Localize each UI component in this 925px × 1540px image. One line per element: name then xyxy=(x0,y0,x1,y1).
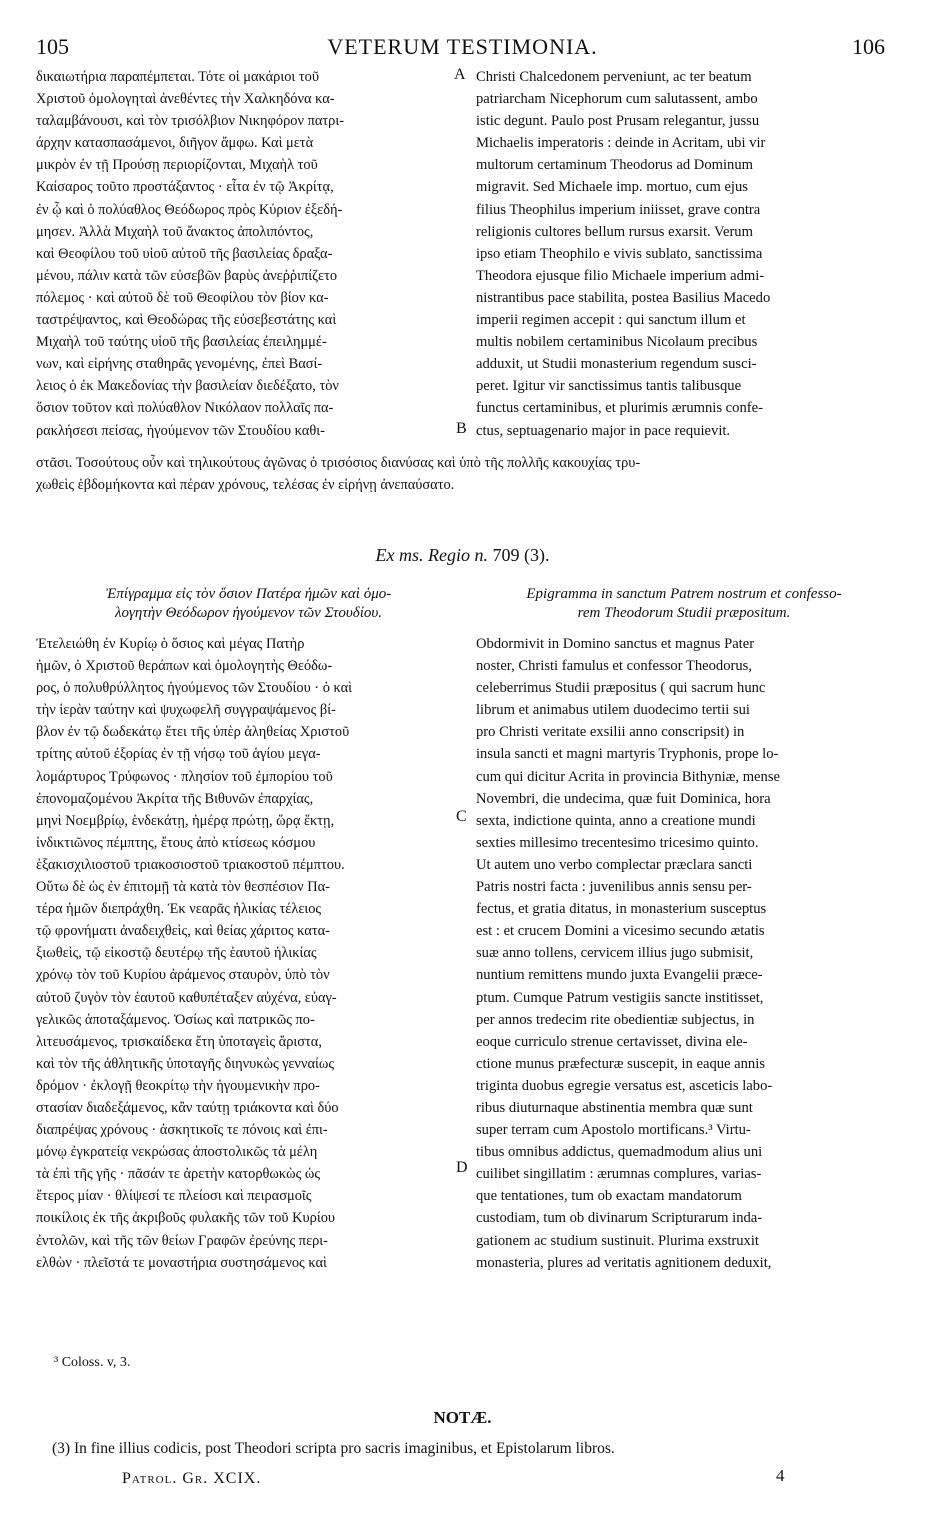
greek-text-line: πόλεμος · καὶ αὐτοῦ δὲ τοῦ Θεοφίλου τὸν βίον κα- xyxy=(36,289,329,306)
latin-text-line: istic degunt. Paulo post Prusam relegantur, jussu xyxy=(476,113,760,130)
greek-text-line: χρόνῳ τὸν τοῦ Κυρίου ἀράμενος σταυρὸν, ὑπὸ τὸν xyxy=(36,967,330,984)
greek-epigram-title xyxy=(36,585,461,623)
section-heading xyxy=(0,545,925,566)
greek-text-line: άρχην κατασπασάμενοι, διῆγον ἄμφω. Καὶ μετὰ xyxy=(36,135,314,152)
latin-text-line: Ut autem uno verbo complectar præclara sancti xyxy=(476,856,753,873)
latin-text-line: pro Christi veritate exsilii anno conscripsit) in xyxy=(476,724,745,741)
greek-text-line: ρος, ὁ πολυθρύλλητος ἡγούμενος τῶν Στουδίου · ὁ καὶ xyxy=(36,680,353,697)
greek-text-line: ταστρέψαντος, καὶ Θεοδώρας τῆς εὐσεβεστάτης καὶ xyxy=(36,312,337,329)
latin-text-line: Obdormivit in Domino sanctus et magnus Pater xyxy=(476,636,755,652)
latin-text-line: est : et crucem Domini a vicesimo secundo ætatis xyxy=(476,923,765,940)
latin-text-line: sexta, indictione quinta, anno a creatione mundi xyxy=(476,812,756,829)
greek-text-line: νων, καὶ εἰρήνης σταθηρᾶς γενομένης, ἐπεὶ Βασί- xyxy=(36,356,323,373)
latin-text-line: imperii regimen accepit : qui sanctum illum et xyxy=(476,312,746,329)
notes-heading: NOTÆ. xyxy=(433,1408,492,1427)
greek-text-line: τὰ ἐπὶ τῆς γῆς · πᾶσάν τε ἀρετὴν κατορθωκὼς ὡς xyxy=(36,1166,321,1183)
greek-text-line: ἡμῶν, ὁ Χριστοῦ θεράπων καὶ ὁμολογητὴς Θεόδω- xyxy=(36,658,333,675)
greek-text-line: λειος ὁ ἐκ Μακεδονίας τὴν βασιλείαν διεδέξατο, τὸν xyxy=(36,378,339,395)
greek-text-line: βλον ἐν τῷ δωδεκάτῳ ἔτει τῆς ὑπὲρ ἀληθείας Χριστοῦ xyxy=(36,724,350,741)
latin-text-line: gationem ac studium sustinuit. Plurima exstruxit xyxy=(476,1232,759,1249)
greek-text-line: ὅσιον τοῦτον καὶ πολύαθλον Νικόλαον πολλαῖς πα- xyxy=(36,400,334,417)
latin-text-line: Christi Chalcedonem perveniunt, ac ter beatum xyxy=(476,69,752,85)
greek-text-line: στασίαν διαδεξάμενος, κἂν ταύτῃ τριάκοντα καὶ δύο xyxy=(36,1099,339,1116)
latin-text-line: cuilibet singillatim : ærumnas complures, varias- xyxy=(476,1166,762,1183)
latin-text-line: celeberrimus Studii præpositus ( qui sacrum hunc xyxy=(476,680,766,697)
latin-text-line: religionis cultores bellum rursus exarsit. Verum xyxy=(476,223,753,240)
latin-text-line: filius Theophilus imperium iniisset, grave contra xyxy=(476,201,761,218)
greek-text-line: ἐντολῶν, καὶ τῆς τῶν θείων Γραφῶν ἐρεύνης περι- xyxy=(36,1232,328,1249)
greek-text-line: μησεν. Ἀλλὰ Μιχαὴλ τοῦ ἄνακτος ἀπολιπόντος, xyxy=(36,223,314,240)
latin-text-line: super terram cum Apostolo mortificans.³ Virtu- xyxy=(476,1122,751,1139)
greek-text-line: τέρα ἡμῶν διεπράχθη. Ἐκ νεαρᾶς ἡλικίας τέλειος xyxy=(36,901,322,918)
greek-text-line: ἕτερος μίαν · θλίψεσί τε πλείοσι καὶ πειρασμοῖς xyxy=(36,1188,312,1205)
latin-text-line: eoque curriculo strenue certavisset, divina ele- xyxy=(476,1033,748,1050)
latin-text-line: custodiam, tum ob divinarum Scripturarum inda- xyxy=(476,1210,763,1227)
greek-text-line: τῷ φρονήματι ἀναδειχθεὶς, καὶ θείας χάριτος κατα- xyxy=(36,923,330,940)
greek-text-line: ελθὼν · πλεῖστά τε μοναστήρια συστησάμενος καὶ xyxy=(36,1254,327,1271)
latin-text-line: ctus, septuagenario major in pace requievit. xyxy=(476,422,731,439)
latin-text-line: noster, Christi famulus et confessor Theodorus, xyxy=(476,658,752,675)
latin-text-line: nuntium remittens mundo juxta Evangelii præce- xyxy=(476,967,763,984)
greek-text-line: Καίσαρος τοῦτο προστάξαντος · εἶτα ἐν τῷ Ἀκρίτᾳ, xyxy=(36,179,334,196)
latin-text-line: Novembri, die undecima, quæ fuit Dominica, hora xyxy=(476,790,771,807)
greek-text-line: δικαιωτήρια παραπέμπεται. Τότε οἱ μακάριοι τοῦ xyxy=(36,69,319,85)
title-line: λογητὴν Θεόδωρον ἡγούμενον τῶν Στουδίου. xyxy=(114,605,383,621)
margin-marker-d: D xyxy=(456,1159,468,1176)
latin-text-line: patriarcham Nicephorum cum salutassent, ambo xyxy=(476,91,758,108)
latin-text-line: peret. Igitur vir sanctissimus tantis talibusque xyxy=(476,378,742,395)
title-line: Epigramma in sanctum Patrem nostrum et confesso- xyxy=(526,586,842,602)
latin-text-line: ribus diuturnaque abstinentia membra quæ sunt xyxy=(476,1099,753,1116)
title-line: Ἐπίγραμμα εἰς τὸν ὅσιον Πατέρα ἡμῶν καὶ ὁμο- xyxy=(105,586,392,602)
latin-text-line: insula sancti et magni martyris Tryphonis, prope lo- xyxy=(476,746,779,763)
latin-text-line: que tentationes, tum ob exactam mandatorum xyxy=(476,1188,742,1205)
greek-text-line: αὐτοῦ ζυγὸν τὸν ἑαυτοῦ καθυπέταξεν αὐχένα, εὐαγ- xyxy=(36,989,337,1006)
latin-text-line: fectus, et gratia ditatus, in monasterium susceptus xyxy=(476,901,767,918)
latin-text-line: Theodora ejusque filio Michaele imperium admi- xyxy=(476,267,765,284)
running-title: VETERUM TESTIMONIA. xyxy=(327,34,598,59)
latin-text-line: functus certaminibus, et plurimis ærumnis confe- xyxy=(476,400,763,417)
greek-text-line: δρόμον · ἐκλογῇ θεοκρίτῳ τὴν ἡγουμενικὴν προ- xyxy=(36,1077,320,1094)
greek-text-line: ἐν ᾧ καὶ ὁ πολύαθλος Θεόδωρος πρὸς Κύριον ἐξεδή- xyxy=(36,201,343,218)
latin-text-line: cum qui dicitur Acrita in provincia Bithyniæ, mense xyxy=(476,768,780,785)
latin-text-line: tibus omnibus addictus, quemadmodum alius uni xyxy=(476,1144,763,1161)
greek-text-line: μόνῳ ἐγκρατείᾳ νεκρώσας ἀποστολικῶς τὰ μέλη xyxy=(36,1144,318,1161)
footnote: ³ Coloss. v, 3. xyxy=(54,1355,131,1370)
latin-text-line: adduxit, ut Studii monasterium regendum susci- xyxy=(476,356,757,373)
greek-text-line: γελικῶς ἀποταξάμενος. Ὁσίως καὶ πατρικῶς πο- xyxy=(36,1011,315,1028)
latin-epigram-title xyxy=(474,585,894,623)
page-number-left: 105 xyxy=(36,34,69,59)
latin-text-line: ptum. Cumque Patrum vestigiis sancte institisset, xyxy=(476,989,764,1006)
greek-text-line: μένου, πάλιν κατὰ τῶν εὐσεβῶν βαρὺς ἀνεῤῥιπίζετο xyxy=(36,267,338,284)
greek-text-line: ἐπονομαζομένου Ἀκρίτα τῆς Βιθυνῶν ἐπαρχίας, xyxy=(36,790,314,807)
greek-text-line: ποικίλοις ἐκ τῆς ἀκριβοῦς φυλακῆς τῶν τοῦ Κυρίου xyxy=(36,1210,336,1227)
top-latin-column xyxy=(476,66,892,442)
greek-text-line: ρακλήσεσι πείσας, ἡγούμενον τῶν Στουδίου καθι- xyxy=(36,422,325,439)
latin-text-line: suæ anno tollens, cervicem illius jugo submisit, xyxy=(476,945,754,962)
greek-text-line: ξιωθεὶς, τῷ εἰκοστῷ δευτέρῳ τῆς ἑαυτοῦ ἡλικίας xyxy=(36,945,317,962)
latin-text-line: sexties millesimo trecentesimo tricesimo quinto. xyxy=(476,834,759,851)
page-number-right: 106 xyxy=(852,34,885,59)
greek-text-line: χωθεὶς ἑβδομήκοντα καὶ πέραν χρόνους, τελέσας ἐν εἰρήνῃ ἀνεπαύσατο. xyxy=(36,477,455,494)
greek-text-line: λομάρτυρος Τρύφωνος · πλησίον τοῦ ἐμπορίου τοῦ xyxy=(36,768,333,785)
greek-text-line: μικρὸν ἐν τῇ Προύσῃ περιορίζονται, Μιχαὴλ τοῦ xyxy=(36,157,318,174)
greek-text-line: λιτευσάμενος, τρισκαίδεκα ἔτη ὑποταγεὶς ἄριστα, xyxy=(36,1033,322,1050)
greek-text-line: τὴν ἱερὰν ταύτην καὶ ψυχωφελῆ συγγραψάμενος βί- xyxy=(36,702,336,719)
latin-text-line: per annos tredecim rite obedientiæ subjectus, in xyxy=(476,1011,755,1028)
greek-text-line: Χριστοῦ ὁμολογηταὶ ἀνεθέντες τὴν Χαλκηδόνα κα- xyxy=(36,91,335,108)
section-heading-source: Ex ms. Regio n. xyxy=(375,545,488,565)
signature-number: 4 xyxy=(776,1466,785,1485)
full-width-greek xyxy=(36,452,896,496)
greek-text-line: καὶ τὸν τῆς ἀθλητικῆς ὑποταγῆς διηνυκὼς γενναίως xyxy=(36,1055,335,1072)
title-line: rem Theodorum Studii præpositum. xyxy=(577,605,791,621)
greek-text-line: καὶ Θεοφίλου τοῦ υἱοῦ αὐτοῦ τῆς βασιλείας δραξα- xyxy=(36,245,333,262)
greek-text-line: Μιχαὴλ τοῦ ταύτης υἱοῦ τῆς βασιλείας ἐπειλημμέ- xyxy=(36,334,327,351)
footer-volume: Patrol. Gr. XCIX. xyxy=(122,1470,262,1487)
greek-text-line: ἰνδικτιῶνος πέμπτης, ἔτους ἀπὸ κτίσεως κόσμου xyxy=(36,834,316,851)
greek-text-line: διαπρέψας χρόνους · ἀσκητικοῖς τε πόνοις καὶ ἐπι- xyxy=(36,1122,328,1139)
greek-text-line: ταλαμβάνουσι, καὶ τὸν τρισόλβιον Νικηφόρον πατρι- xyxy=(36,113,345,130)
latin-text-line: Michaelis imperatoris : deinde in Acritam, ubi vir xyxy=(476,135,766,152)
section-heading-number: 709 (3). xyxy=(492,545,550,565)
greek-text-line: τρίτης αὐτοῦ ἐξορίας ἐν τῇ νήσῳ τοῦ ἁγίου μεγα- xyxy=(36,746,321,763)
latin-text-line: librum et animabus utilem duodecimo tertii sui xyxy=(476,702,750,719)
greek-text-line: Οὕτω δὲ ὡς ἐν ἐπιτομῇ τὰ κατὰ τὸν θεσπέσιον Πα- xyxy=(36,879,330,896)
margin-marker-a: A xyxy=(454,66,466,83)
latin-text-line: migravit. Sed Michaele imp. mortuo, cum ejus xyxy=(476,179,748,196)
latin-text-line: nistrantibus pace stabilita, postea Basilius Macedo xyxy=(476,289,771,306)
margin-marker-b: B xyxy=(456,420,467,437)
greek-body-column xyxy=(36,633,456,1274)
note-text: (3) In fine illius codicis, post Theodori scripta pro sacris imaginibus, et Epistolarum libros. xyxy=(52,1440,615,1457)
latin-text-line: multis nobilem certaminibus Nicolaum precibus xyxy=(476,334,758,351)
latin-text-line: ctione munus præfecturæ suscepit, in eaque annis xyxy=(476,1055,765,1072)
greek-text-line: στᾶσι. Τοσούτους οὖν καὶ τηλικούτους ἀγῶνας ὁ τρισόσιος διανύσας καὶ ὑπὸ τῆς πολλῆς κακουχίας τρυ- xyxy=(36,455,641,471)
latin-text-line: triginta duobus egregie versatus est, asceticis labo- xyxy=(476,1077,773,1094)
margin-marker-c: C xyxy=(456,808,467,825)
latin-text-line: Patris nostri facta : juvenilibus annis sensu per- xyxy=(476,879,752,896)
latin-text-line: ipso etiam Theophilo e vivis sublato, sanctissima xyxy=(476,245,763,262)
greek-text-line: Ἐτελειώθη ἐν Κυρίῳ ὁ ὅσιος καὶ μέγας Πατὴρ xyxy=(36,636,305,652)
latin-body-column xyxy=(476,633,894,1274)
greek-text-line: ἑξακισχιλιοστοῦ τριακοσιοστοῦ τριακοστοῦ πέμπτου. xyxy=(36,856,345,873)
greek-text-line: μηνὶ Νοεμβρίῳ, ἑνδεκάτῃ, ἡμέρᾳ πρώτῃ, ὥρᾳ ἕκτῃ, xyxy=(36,812,335,829)
latin-text-line: monasteria, plures ad veritatis agnitionem deduxit, xyxy=(476,1254,772,1271)
top-greek-column xyxy=(36,66,454,442)
latin-text-line: multorum certaminum Theodorus ad Dominum xyxy=(476,157,753,174)
